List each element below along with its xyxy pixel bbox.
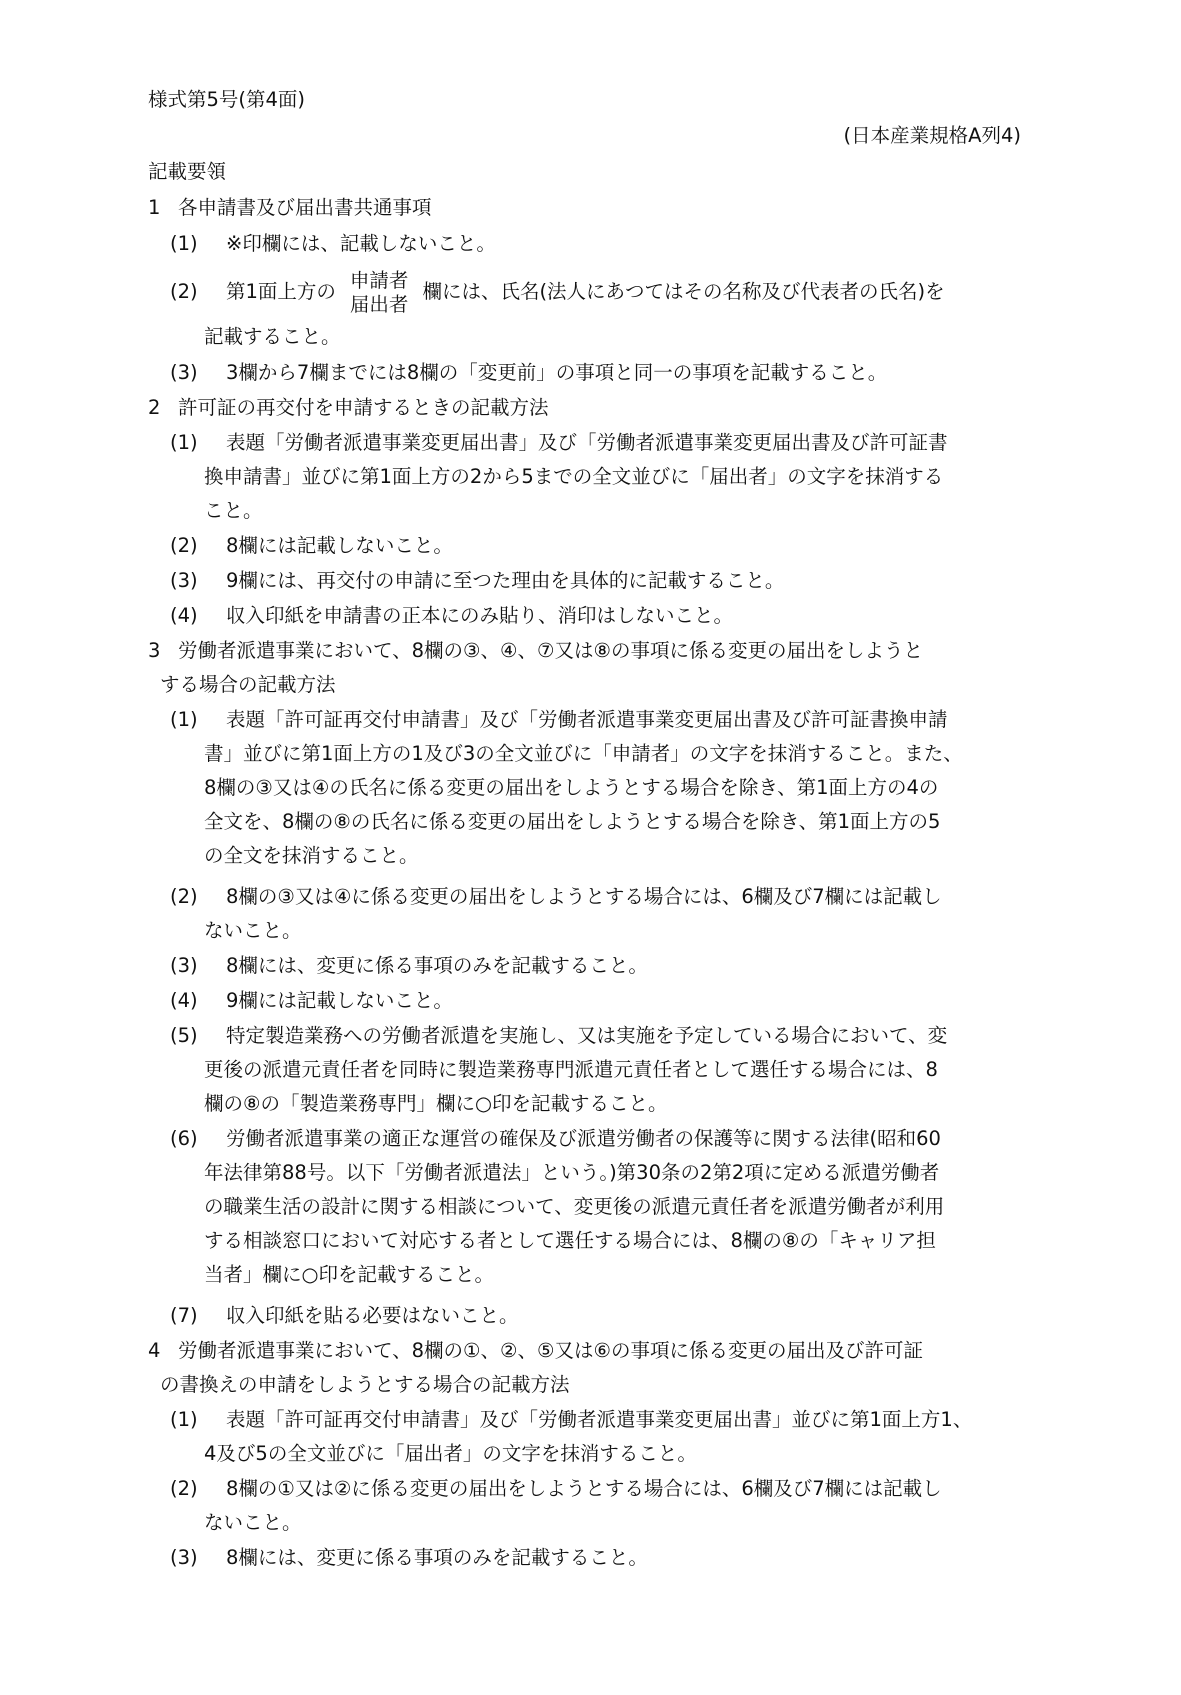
stack-bottom: 届出者 <box>349 292 409 316</box>
paper-size: (日本産業規格A列4) <box>843 124 1021 147</box>
section-title: 労働者派遣事業において、8欄の①、②、⑤又は⑥の事項に係る変更の届出及び許可証 <box>178 1339 923 1362</box>
item-num: (3) <box>170 569 198 592</box>
section-title: 各申請書及び届出書共通事項 <box>178 196 432 219</box>
section-4-item-2 <box>170 1477 942 1501</box>
item-continuation: 更後の派遣元責任者を同時に製造業務専門派遣元責任者として選任する場合には、8 <box>204 1058 938 1081</box>
section-3-item-4 <box>170 989 453 1013</box>
item-num: (1) <box>170 708 198 731</box>
item-continuation: 4及び5の全文並びに「届出者」の文字を抹消すること。 <box>204 1442 697 1465</box>
item-num: (1) <box>170 431 198 454</box>
item-text: 8欄には、変更に係る事項のみを記載すること。 <box>226 1546 648 1569</box>
item-text: 労働者派遣事業の適正な運営の確保及び派遣労働者の保護等に関する法律(昭和60 <box>226 1127 941 1150</box>
item-num: (6) <box>170 1127 198 1150</box>
section-title-continuation: する場合の記載方法 <box>160 673 336 696</box>
item-text: 収入印紙を貼る必要はないこと。 <box>226 1304 519 1327</box>
item-pre: 第1面上方の <box>226 280 336 303</box>
item-post: 欄には、氏名(法人にあつてはその名称及び代表者の氏名)を <box>422 280 945 303</box>
item-text: 8欄には、変更に係る事項のみを記載すること。 <box>226 954 648 977</box>
section-3-title <box>148 639 923 663</box>
item-continuation: 8欄の③又は④の氏名に係る変更の届出をしようとする場合を除き、第1面上方の4の <box>204 776 939 799</box>
item-continuation: ないこと。 <box>204 1511 302 1534</box>
item-text: 9欄には、再交付の申請に至つた理由を具体的に記載すること。 <box>226 569 785 592</box>
section-3-item-3 <box>170 954 648 978</box>
item-text: ※印欄には、記載しないこと。 <box>226 232 496 255</box>
section-3-item-7 <box>170 1304 519 1328</box>
item-continuation: の職業生活の設計に関する相談について、変更後の派遣元責任者を派遣労働者が利用 <box>204 1195 945 1218</box>
item-num: (3) <box>170 361 198 384</box>
item-text: 8欄の①又は②に係る変更の届出をしようとする場合には、6欄及び7欄には記載し <box>226 1477 942 1500</box>
section-2-item-1 <box>170 431 948 455</box>
section-4-item-1 <box>170 1408 972 1432</box>
item-num: (3) <box>170 1546 198 1569</box>
item-text: 8欄には記載しないこと。 <box>226 534 453 557</box>
item-num: (3) <box>170 954 198 977</box>
item-num: (1) <box>170 1408 198 1431</box>
item-num: (2) <box>170 1477 198 1500</box>
item-continuation: の全文を抹消すること。 <box>204 844 419 867</box>
section-1-item-1 <box>170 232 496 256</box>
form-label: 様式第5号(第4面) <box>148 88 306 111</box>
section-2-item-3 <box>170 569 784 593</box>
item-continuation: 全文を、8欄の⑧の氏名に係る変更の届出をしようとする場合を除き、第1面上方の5 <box>204 810 941 833</box>
section-2-title <box>148 396 549 420</box>
section-3-item-2 <box>170 885 942 909</box>
item-text: 特定製造業務への労働者派遣を実施し、又は実施を予定している場合において、変 <box>226 1024 948 1047</box>
item-text: 表題「許可証再交付申請書」及び「労働者派遣事業変更届出書」並びに第1面上方1、 <box>226 1408 973 1431</box>
section-1-title <box>148 196 432 220</box>
item-continuation: 換申請書」並びに第1面上方の2から5までの全文並びに「届出者」の文字を抹消する <box>204 465 944 488</box>
section-num: 2 <box>148 396 161 419</box>
item-continuation: こと。 <box>204 499 263 522</box>
item-continuation: 書」並びに第1面上方の1及び3の全文並びに「申請者」の文字を抹消すること。また、 <box>204 742 963 765</box>
section-num: 1 <box>148 196 161 219</box>
item-continuation: 記載すること。 <box>204 325 341 348</box>
item-text: 表題「労働者派遣事業変更届出書」及び「労働者派遣事業変更届出書及び許可証書 <box>226 431 948 454</box>
item-num: (2) <box>170 280 198 303</box>
item-num: (7) <box>170 1304 198 1327</box>
item-continuation: する相談窓口において対応する者として選任する場合には、8欄の⑧の「キャリア担 <box>204 1229 936 1252</box>
item-num: (4) <box>170 989 198 1012</box>
item-continuation: 当者」欄に○印を記載すること。 <box>204 1263 495 1286</box>
item-num: (4) <box>170 604 198 627</box>
item-text: 表題「許可証再交付申請書」及び「労働者派遣事業変更届出書及び許可証書換申請 <box>226 708 948 731</box>
section-title: 許可証の再交付を申請するときの記載方法 <box>178 396 549 419</box>
item-num: (5) <box>170 1024 198 1047</box>
section-title: 労働者派遣事業において、8欄の③、④、⑦又は⑧の事項に係る変更の届出をしようと <box>178 639 923 662</box>
section-3-item-1 <box>170 708 948 732</box>
item-text: 9欄には記載しないこと。 <box>226 989 453 1012</box>
item-continuation: ないこと。 <box>204 919 302 942</box>
item-num: (2) <box>170 885 198 908</box>
item-continuation: 欄の⑧の「製造業務専門」欄に○印を記載すること。 <box>204 1092 668 1115</box>
stack-top: 申請者 <box>349 268 409 292</box>
section-title-continuation: の書換えの申請をしようとする場合の記載方法 <box>160 1373 570 1396</box>
section-4-item-3 <box>170 1546 648 1570</box>
section-3-item-5 <box>170 1024 947 1048</box>
item-continuation: 年法律第88号。以下「労働者派遣法」という。)第30条の2第2項に定める派遣労働者 <box>204 1161 940 1184</box>
section-1-item-2 <box>170 266 945 318</box>
item-text: 8欄の③又は④に係る変更の届出をしようとする場合には、6欄及び7欄には記載し <box>226 885 942 908</box>
applicant-notifier-stack <box>350 269 409 317</box>
section-2-item-4 <box>170 604 733 628</box>
heading: 記載要領 <box>148 160 227 183</box>
section-1-item-3 <box>170 361 887 385</box>
section-num: 3 <box>148 639 161 662</box>
item-text: 3欄から7欄までには8欄の「変更前」の事項と同一の事項を記載すること。 <box>226 361 888 384</box>
item-text: 収入印紙を申請書の正本にのみ貼り、消印はしないこと。 <box>226 604 734 627</box>
item-num: (1) <box>170 232 198 255</box>
section-4-title <box>148 1339 923 1363</box>
section-num: 4 <box>148 1339 161 1362</box>
item-num: (2) <box>170 534 198 557</box>
section-3-item-6 <box>170 1127 941 1151</box>
section-2-item-2 <box>170 534 453 558</box>
